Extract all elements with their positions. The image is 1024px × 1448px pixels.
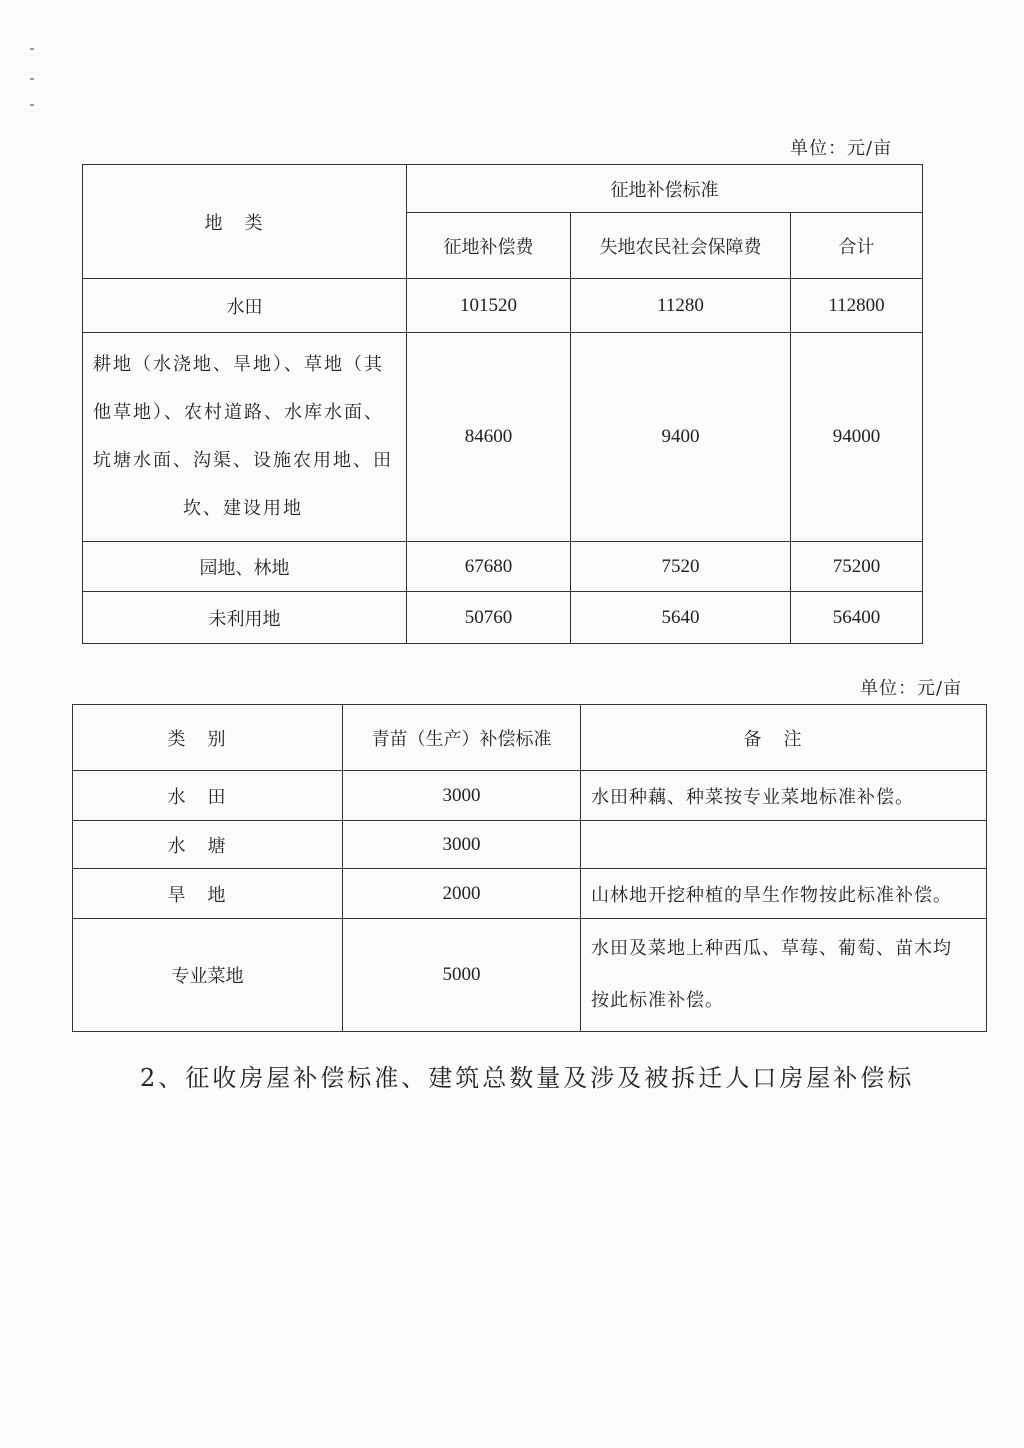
compensation-fee-cell: 101520: [407, 279, 571, 333]
remark-cell: [581, 919, 987, 1032]
section-heading: 2、征收房屋补偿标准、建筑总数量及涉及被拆迁人口房屋补偿标: [140, 1064, 915, 1092]
social-security-cell: 7520: [571, 542, 791, 592]
crop-standard-cell: 3000: [343, 771, 581, 821]
compensation-fee-cell: 67680: [407, 542, 571, 592]
land-compensation-table: [82, 164, 923, 644]
header-compensation-standard: 征地补偿标准: [407, 165, 923, 213]
land-type-cell: 未利用地: [83, 592, 407, 644]
land-type-line: 坑塘水面、沟渠、设施农用地、田: [93, 450, 393, 471]
total-cell: 112800: [791, 279, 923, 333]
table1-unit: 单位：元/亩: [790, 138, 893, 159]
land-type-cell: [83, 333, 407, 542]
remark-line: 水田及菜地上种西瓜、草莓、葡萄、苗木均: [591, 938, 952, 959]
header-category: 类别: [73, 705, 343, 771]
table2-unit: 单位：元/亩: [860, 678, 963, 699]
land-type-cell: 水田: [83, 279, 407, 333]
compensation-fee-cell: 84600: [407, 333, 571, 542]
land-type-line: 耕地（水浇地、旱地）、草地（其: [93, 354, 384, 375]
remark-line: 按此标准补偿。: [591, 990, 724, 1011]
scan-speck: [30, 78, 34, 80]
total-cell: 94000: [791, 333, 923, 542]
compensation-fee-cell: 50760: [407, 592, 571, 644]
crop-standard-cell: 2000: [343, 869, 581, 919]
category-cell: 水塘: [73, 821, 343, 869]
scan-speck: [30, 104, 34, 106]
header-crop-standard: 青苗（生产）补偿标准: [343, 705, 581, 771]
crop-standard-cell: 3000: [343, 821, 581, 869]
social-security-cell: 5640: [571, 592, 791, 644]
total-cell: 75200: [791, 542, 923, 592]
land-type-line: 他草地）、农村道路、水库水面、: [93, 402, 384, 423]
header-total: 合计: [791, 213, 923, 279]
category-cell: 水田: [73, 771, 343, 821]
remark-cell: [581, 821, 987, 869]
social-security-cell: 11280: [571, 279, 791, 333]
category-cell: 旱地: [73, 869, 343, 919]
header-social-security-fee: 失地农民社会保障费: [571, 213, 791, 279]
header-remarks: 备注: [581, 705, 987, 771]
remark-cell: 山林地开挖种植的旱生作物按此标准补偿。: [581, 869, 987, 919]
social-security-cell: 9400: [571, 333, 791, 542]
land-type-cell: 园地、林地: [83, 542, 407, 592]
crop-compensation-table: [72, 704, 987, 1032]
crop-standard-cell: 5000: [343, 919, 581, 1032]
header-compensation-fee: 征地补偿费: [407, 213, 571, 279]
category-cell: 专业菜地: [73, 919, 343, 1032]
remark-cell: 水田种藕、种菜按专业菜地标准补偿。: [581, 771, 987, 821]
land-type-line: 坎、建设用地: [183, 498, 303, 519]
scan-speck: [30, 48, 34, 50]
header-land-type: 地类: [83, 165, 407, 279]
total-cell: 56400: [791, 592, 923, 644]
